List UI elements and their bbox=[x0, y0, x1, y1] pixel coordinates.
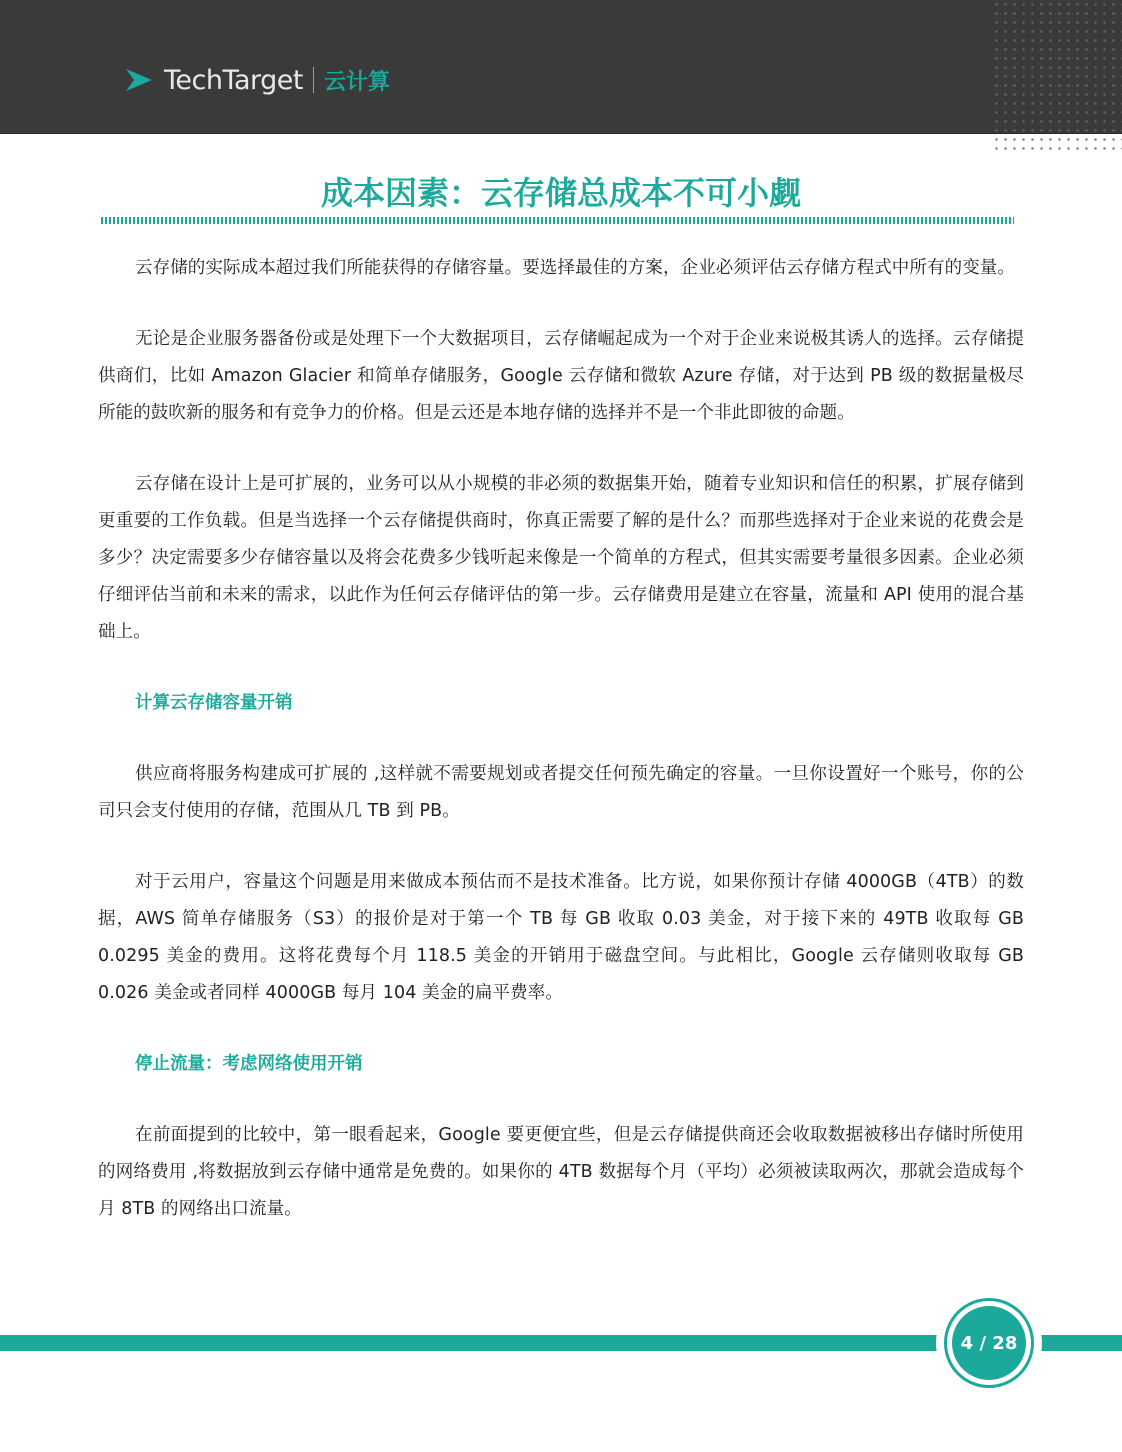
section-heading: 停止流量：考虑网络使用开销 bbox=[135, 1054, 363, 1074]
paragraph: 无论是企业服务器备份或是处理下一个大数据项目，云存储崛起成为一个对于企业来说极其诱人的选择。云存储提供商们，比如 Amazon Glacier 和简单存储服务，Google 云存储和微软 Azure 存储，对于达到 PB 级的数据量极尽所能的鼓吹新的服务和有竞争力的价格。但是云还是本地存储的选择并不是一个非此即彼的命题。 bbox=[98, 329, 1024, 423]
logo-separator bbox=[313, 67, 314, 93]
page-title: 成本因素：云存储总成本不可小觑 bbox=[320, 174, 801, 212]
article-body bbox=[98, 250, 1024, 1262]
brand-name: TechTarget bbox=[164, 64, 304, 96]
section-heading: 计算云存储容量开销 bbox=[135, 693, 293, 713]
title-dotted-rule bbox=[101, 217, 1014, 224]
paragraph: 在前面提到的比较中，第一眼看起来，Google 要更便宜些，但是云存储提供商还会收取数据被移出存储时所使用的网络费用 ,将数据放到云存储中通常是免费的。如果你的 4TB 数据每个月（平均）必须被读取两次，那就会造成每个月 8TB 的网络出口流量。 bbox=[98, 1125, 1024, 1219]
chevron-right-icon bbox=[126, 69, 152, 91]
page-number-ring bbox=[944, 1298, 1034, 1388]
paragraph: 供应商将服务构建成可扩展的 ,这样就不需要规划或者提交任何预先确定的容量。一旦你设置好一个账号，你的公司只会支付使用的存储，范围从几 TB 到 PB。 bbox=[98, 764, 1024, 821]
dot-pattern-decoration bbox=[992, 0, 1122, 150]
page-number: 4 / 28 bbox=[952, 1306, 1026, 1380]
section-name: 云计算 bbox=[324, 69, 391, 95]
paragraph: 对于云用户，容量这个问题是用来做成本预估而不是技术准备。比方说，如果你预计存储 4000GB（4TB）的数据，AWS 简单存储服务（S3）的报价是对于第一个 TB 每 GB 收取 0.03 美金，对于接下来的 49TB 收取每 GB 0.0295 美金的费用。这将花费每个月 118.5 美金的开销用于磁盘空间。与此相比，Google 云存储则收取每 GB 0.026 美金或者同样 4000GB 每月 104 美金的扁平费率。 bbox=[98, 872, 1024, 1003]
page-header bbox=[0, 0, 1122, 134]
page-number-badge bbox=[936, 1290, 1042, 1396]
paragraph: 云存储在设计上是可扩展的，业务可以从小规模的非必须的数据集开始，随着专业知识和信任的积累，扩展存储到更重要的工作负载。但是当选择一个云存储提供商时，你真正需要了解的是什么？而那些选择对于企业来说的花费会是多少？决定需要多少存储容量以及将会花费多少钱听起来像是一个简单的方程式，但其实需要考量很多因素。企业必须仔细评估当前和未来的需求，以此作为任何云存储评估的第一步。云存储费用是建立在容量，流量和 API 使用的混合基础上。 bbox=[98, 474, 1024, 642]
paragraph: 云存储的实际成本超过我们所能获得的存储容量。要选择最佳的方案，企业必须评估云存储方程式中所有的变量。 bbox=[135, 258, 1015, 278]
techtarget-logo bbox=[126, 60, 390, 100]
